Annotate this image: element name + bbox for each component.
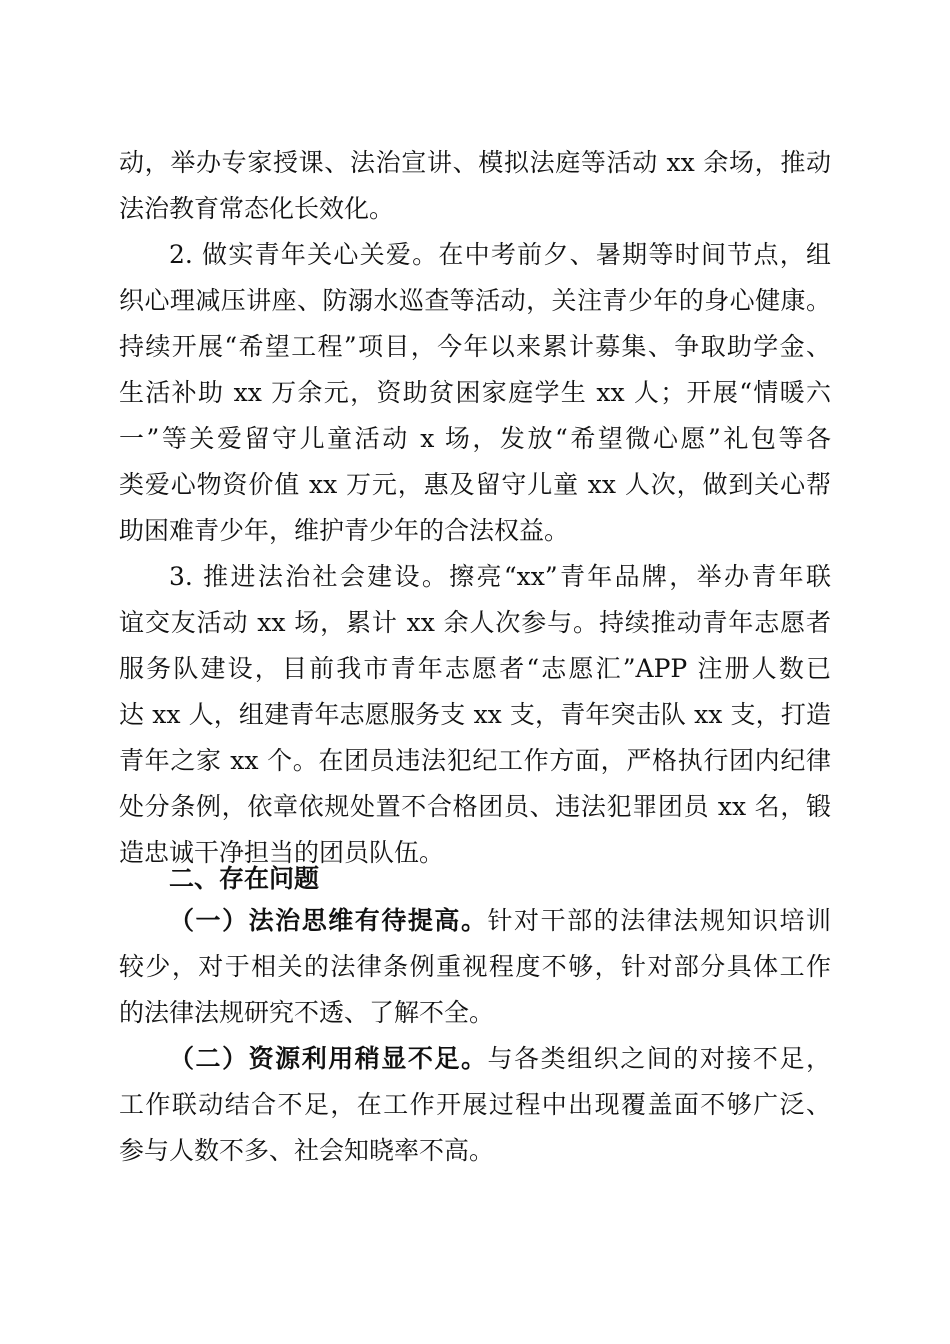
body-line: 达 xx 人，组建青年志愿服务支 xx 支，青年突击队 xx 支，打造: [119, 700, 831, 729]
body-line: 生活补助 xx 万余元，资助贫困家庭学生 xx 人；开展“情暖六: [119, 378, 831, 407]
body-line: 参与人数不多、社会知晓率不高。: [119, 1136, 495, 1165]
issue-2-text: 与各类组织之间的对接不足，: [487, 1044, 831, 1073]
body-line: 处分条例，依章依规处置不合格团员、违法犯罪团员 xx 名，锻: [119, 792, 831, 821]
item-3-first-line: 3. 推进法治社会建设。擦亮“xx”青年品牌，举办青年联: [169, 562, 831, 591]
body-line: 较少，对于相关的法律条例重视程度不够，针对部分具体工作: [119, 952, 831, 981]
body-line: 法治教育常态化长效化。: [119, 194, 395, 223]
issue-1-title: （一）法治思维有待提高。: [169, 906, 488, 935]
body-line: 谊交友活动 xx 场，累计 xx 余人次参与。持续推动青年志愿者: [119, 608, 831, 637]
body-line: 工作联动结合不足，在工作开展过程中出现覆盖面不够广泛、: [119, 1090, 831, 1119]
issue-2-title: （二）资源利用稍显不足。: [169, 1044, 488, 1073]
body-line: 一”等关爱留守儿童活动 x 场，发放“希望微心愿”礼包等各: [119, 424, 831, 453]
issue-1-text: 针对干部的法律法规知识培训: [487, 906, 831, 935]
body-line: 类爱心物资价值 xx 万元，惠及留守儿童 xx 人次，做到关心帮: [119, 470, 831, 499]
section-heading: 二、存在问题: [169, 864, 320, 893]
issue-1-first-line: [169, 899, 831, 943]
body-line: 织心理减压讲座、防溺水巡查等活动，关注青少年的身心健康。: [119, 286, 831, 315]
body-line: 的法律法规研究不透、了解不全。: [119, 998, 495, 1027]
body-line: 助困难青少年，维护青少年的合法权益。: [119, 516, 570, 545]
body-line: 动，举办专家授课、法治宣讲、模拟法庭等活动 xx 余场，推动: [119, 148, 831, 177]
body-line: 服务队建设，目前我市青年志愿者“志愿汇”APP 注册人数已: [119, 654, 831, 683]
body-line: 持续开展“希望工程”项目，今年以来累计募集、争取助学金、: [119, 332, 831, 361]
issue-2-first-line: [169, 1037, 831, 1081]
body-line: 造忠诚干净担当的团员队伍。: [119, 838, 445, 867]
item-2-first-line: 2. 做实青年关心关爱。在中考前夕、暑期等时间节点，组: [169, 240, 831, 269]
body-line: 青年之家 xx 个。在团员违法犯纪工作方面，严格执行团内纪律: [119, 746, 831, 775]
